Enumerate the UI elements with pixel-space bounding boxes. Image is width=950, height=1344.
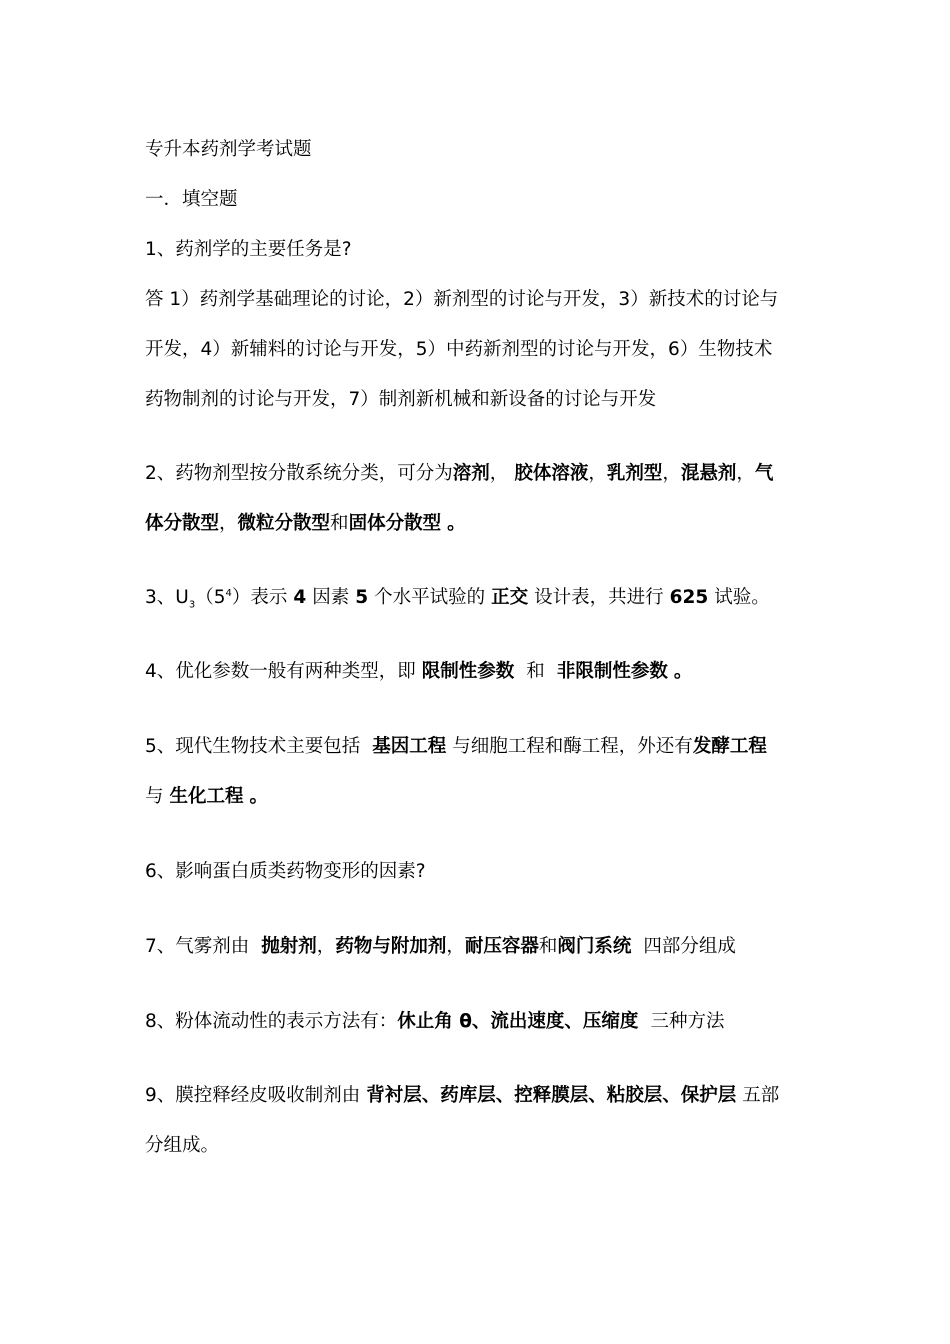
answer-2-item-3: 乳剂型 [606,463,663,484]
answer-3-factors: 4 [293,587,307,608]
answer-2-item-2: 胶体溶液 [514,463,589,484]
question-1: 1、药剂学的主要任务是? [145,239,352,260]
paren-open: （5 [195,587,226,608]
period: 。 [447,513,466,534]
question-3 [145,585,770,611]
question-6: 6、影响蛋白质类药物变形的因素? [145,861,426,882]
answer-7-item-3: 耐压容器 [464,936,539,957]
question-2-prefix: 2、药物剂型按分散系统分类，可分为 [145,463,453,484]
separator: ， [588,463,607,484]
question-7-end: 四部分组成 [643,936,736,957]
answer-2-item-7: 固体分散型 [348,513,442,534]
question-5-prefix: 5、现代生物技术主要包括 [145,736,361,757]
answer-2-item-4: 混悬剂 [680,463,737,484]
question-8-end: 三种方法 [650,1011,725,1032]
answer-2-item-5-part-2: 体分散型 [145,513,220,534]
question-5-middle: 与细胞工程和酶工程，外还有 [452,736,693,757]
separator: ， [219,513,238,534]
text-design: 设计表，共进行 [534,587,664,608]
answer-3-levels: 5 [355,587,369,608]
answer-7-item-2: 药物与附加剂 [335,936,447,957]
answer-2-item-1: 溶剂 [452,463,490,484]
section-heading: 一．填空题 [145,189,238,210]
question-9-line-2: 分组成。 [145,1135,220,1156]
answer-3-design: 正交 [491,587,529,608]
answer-2-item-6: 微粒分散型 [237,513,331,534]
text-factor: 因素 [312,587,350,608]
separator: ， [446,936,465,957]
question-8-prefix: 8、粉体流动性的表示方法有： [145,1011,398,1032]
answer-4-item-1: 限制性参数 [421,661,515,682]
question-7-prefix: 7、气雾剂由 [145,936,250,957]
question-9-line-1 [145,1083,779,1109]
answer-3-count: 625 [669,587,709,608]
answer-2-item-5-part-1: 气 [754,463,774,484]
text-trials: 试验。 [714,587,770,608]
period: 。 [249,786,269,807]
answer-1-line-2: 开发，4）新辅料的讨论与开发，5）中药新剂型的讨论与开发，6）生物技术 [145,339,773,360]
question-9-prefix: 9、膜控释经皮吸收制剂由 [145,1085,361,1106]
text-levels: 个水平试验的 [374,587,486,608]
answer-1-line-1: 答 1）药剂学基础理论的讨论，2）新剂型的讨论与开发，3）新技术的讨论与 [145,289,779,310]
superscript: 4 [225,587,232,599]
document-title: 专升本药剂学考试题 [145,139,312,160]
conjunction: 与 [145,786,164,807]
period: 。 [673,661,693,682]
separator: ， [662,463,681,484]
answer-5-item-2: 发酵工程 [692,736,767,757]
question-8 [145,1009,724,1035]
answer-4-item-2: 非限制性参数 [556,661,668,682]
question-2-line-1 [145,461,773,487]
question-5-line-1 [145,734,767,760]
question-9-end-1: 五部 [742,1085,780,1106]
question-4 [145,659,692,685]
answer-7-item-1: 抛射剂 [261,936,317,957]
paren-close: ）表示 [231,587,288,608]
subscript: 3 [188,599,196,611]
separator: ， [316,936,336,957]
answer-8: 休止角 θ、流出速度、压缩度 [397,1011,639,1032]
conjunction: 和 [330,513,349,534]
conjunction: 和 [538,936,558,957]
question-2-line-2 [145,511,466,537]
conjunction: 和 [526,661,545,682]
question-5-line-2 [145,784,268,810]
question-4-prefix: 4、优化参数一般有两种类型，即 [145,661,416,682]
question-3-prefix: 3、U [145,587,189,608]
separator: ， [736,463,755,484]
answer-7-item-4: 阀门系统 [557,936,632,957]
answer-9: 背衬层、药库层、控释膜层、粘胶层、保护层 [366,1085,737,1106]
separator: ， [489,463,509,484]
answer-5-item-3: 生化工程 [169,786,244,807]
answer-5-item-1: 基因工程 [372,736,447,757]
question-7 [145,934,736,960]
answer-1-line-3: 药物制剂的讨论与开发，7）制剂新机械和新设备的讨论与开发 [145,389,657,410]
